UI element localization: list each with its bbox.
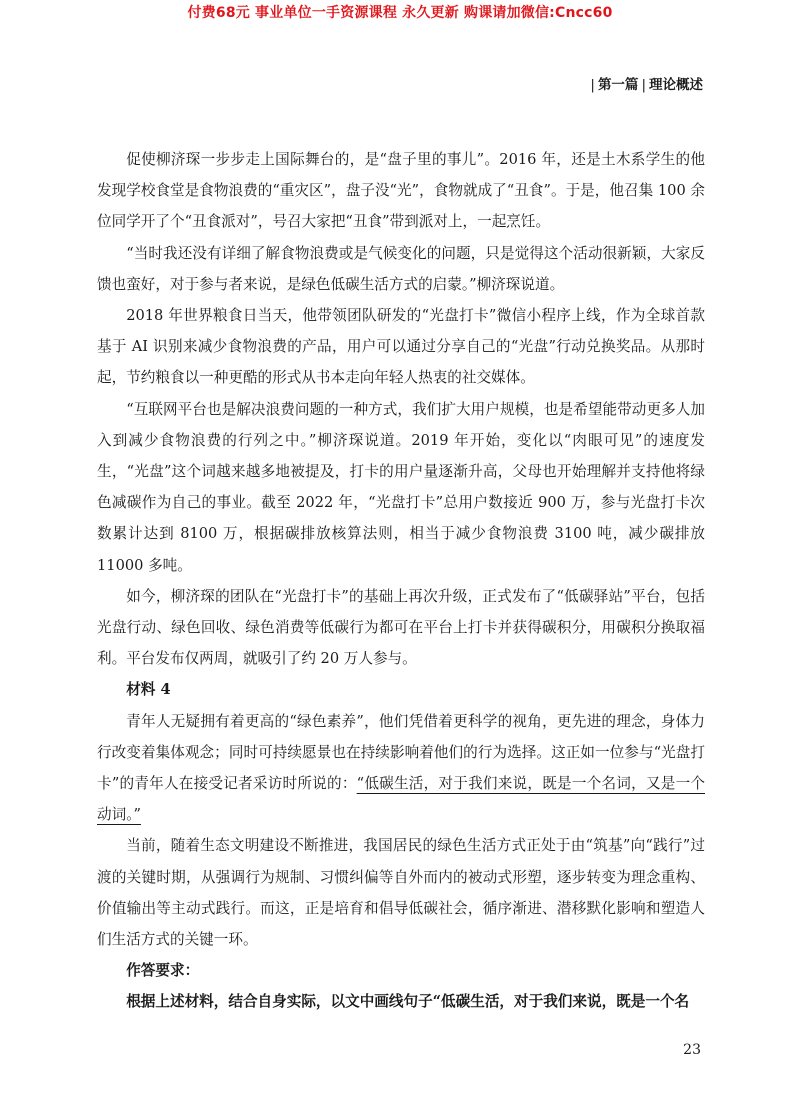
running-header: | 第一篇 | 理论概述 [590, 77, 703, 93]
paragraph: 2018 年世界粮食日当天，他带领团队研发的“光盘打卡”微信小程序上线，作为全球首款基于 AI 识别来减少食物浪费的产品，用户可以通过分享自己的“光盘”行动兑换奖品。从那时起，节约粮食以一种更酷的形式从书本走向年轻人热衷的社交媒体。 [97, 307, 705, 387]
paragraph: 促使柳济琛一步步走上国际舞台的，是“盘子里的事儿”。2016 年，还是土木系学生的他发现学校食堂是食物浪费的“重灾区”，盘子没“光”，食物就成了“丑食”。于是，他召集 100 余位同学开了个“丑食派对”，号召大家把“丑食”带到派对上，一起烹饪。 [97, 151, 705, 231]
header-part: 第一篇 [597, 77, 639, 93]
requirements-text: 根据上述材料，结合自身实际，以文中画线句子“低碳生活，对于我们来说，既是一个名 [126, 993, 690, 1011]
requirements-heading: 作答要求： [126, 962, 200, 980]
document-body [97, 144, 705, 1018]
paragraph-text: 青年人无疑拥有着更高的“绿色素养”，他们凭借着更科学的视角，更先进的理念，身体力行改变着集体观念；同时可持续愿景也在持续影响着他们的行为选择。这正如一位参与“光盘打卡”的青年人在接受记者采访时所说的： [97, 712, 705, 793]
paragraph: “当时我还没有详细了解食物浪费或是气候变化的问题，只是觉得这个活动很新颖，大家反馈也蛮好，对于参与者来说，是绿色低碳生活方式的启蒙。”柳济琛说道。 [97, 244, 705, 293]
underlined-sentence: “低碳生活，对于我们来说，既是一个名词，又是一个动词。” [97, 775, 705, 824]
header-section: 理论概述 [649, 77, 703, 93]
material-heading: 材料 4 [126, 681, 171, 699]
paragraph: “互联网平台也是解决浪费问题的一种方式，我们扩大用户规模，也是希望能带动更多人加入到减少食物浪费的行列之中。”柳济琛说道。2019 年开始，变化以“肉眼可见”的速度发生，“光盘”这个词越来越多地被提及，打卡的用户量逐渐升高，父母也开始理解并支持他将绿色减碳作为自己的事业。截至 2022 年，“光盘打卡”总用户数接近 900 万，参与光盘打卡次数累计达到 8100 万，根据碳排放核算法则，相当于减少食物浪费 3100 吨，减少碳排放 11000 多吨。 [97, 400, 705, 574]
watermark-banner: 付费68元 事业单位一手资源课程 永久更新 购课请加微信:Cncc60 [187, 5, 613, 21]
page-number: 23 [683, 1042, 701, 1058]
paragraph: 如今，柳济琛的团队在“光盘打卡”的基础上再次升级，正式发布了“低碳驿站”平台，包括光盘行动、绿色回收、绿色消费等低碳行为都可在平台上打卡并获得碳积分，用碳积分换取福利。平台发布仅两周，就吸引了约 20 万人参与。 [97, 587, 705, 668]
paragraph-with-underline [97, 706, 705, 831]
paragraph: 当前，随着生态文明建设不断推进，我国居民的绿色生活方式正处于由“筑基”向“践行”过渡的关键时期，从强调行为规制、习惯纠偏等自外而内的被动式形塑，逐步转变为理念重构、价值输出等主动式践行。而这，正是培育和倡导低碳社会，循序渐进、潜移默化影响和塑造人们生活方式的关键一环。 [97, 837, 705, 949]
